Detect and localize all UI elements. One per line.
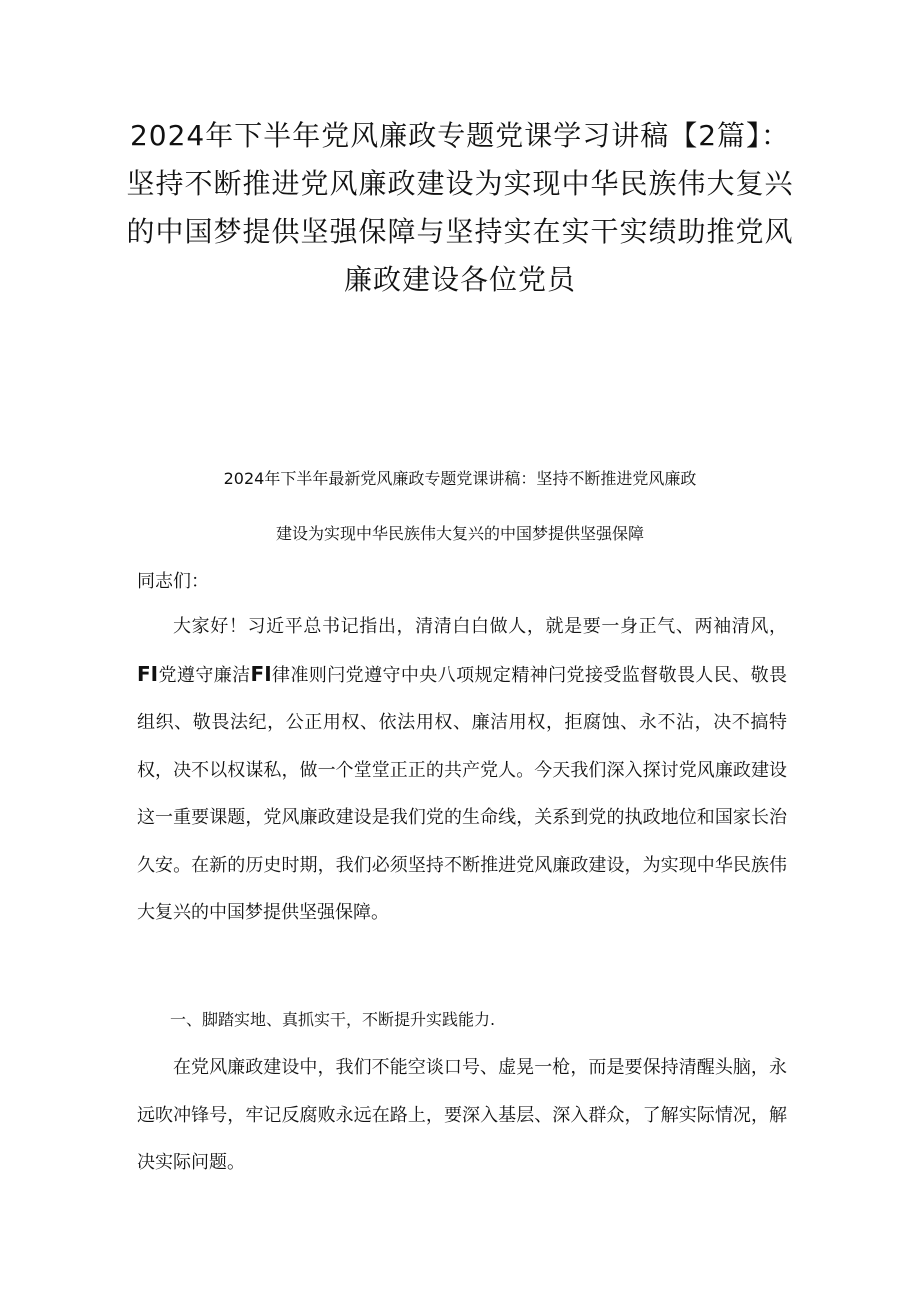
subtitle-line-1: 2024年下半年最新党风廉政专题党课讲稿：坚持不断推进党风廉政: [223, 469, 697, 488]
salutation: 同志们：: [137, 571, 209, 592]
paragraph-1-part-1: 大家好！习近平总书记指出，清清白白做人，就是要一身正气、两袖清风，: [173, 616, 787, 637]
body-paragraph-2: 在党风廉政建设中，我们不能空谈口号、虚晃一枪，而是要保持清醒头脑，永远吹冲锋号，牢记反腐败永远在路上，要深入基层、深入群众，了解实际情况，解决实际问题。: [137, 1057, 787, 1173]
main-title: 2024年下半年党风廉政专题党课学习讲稿【2篇】：坚持不断推进党风廉政建设为实现中华民族伟大复兴的中国梦提供坚强保障与坚持实在实干实绩助推党风廉政建设各位党员: [126, 119, 794, 296]
ocr-mark-1: FI: [137, 661, 159, 686]
paragraph-1-part-2: 党遵守廉洁: [158, 664, 251, 686]
subtitle-line-2: 建设为实现中华民族伟大复兴的中国梦提供坚强保障: [275, 524, 644, 543]
paragraph-1-part-3: 律准则闩党遵守中央八项规定精神闩党接受监督敬畏人民、敬畏组织、敬畏法纪，公正用权、依法用权、廉洁用权，拒腐蚀、永不沾，决不搞特权，决不以权谋私，做一个堂堂正正的共产党人。今天我们深入探讨党风廉政建设这一重要课题，党风廉政建设是我们党的生命线，关系到党的执政地位和国家长治久安。在新的历史时期，我们必须坚持不断推进党风廉政建设，为实现中华民族伟大复兴的中国梦提供坚强保障。: [137, 664, 788, 923]
body-paragraph-1: [137, 603, 787, 937]
section-heading-1: 一、脚踏实地、真抓实干，不断提升实践能力.: [170, 1010, 496, 1029]
ocr-mark-2: FI: [250, 661, 272, 686]
